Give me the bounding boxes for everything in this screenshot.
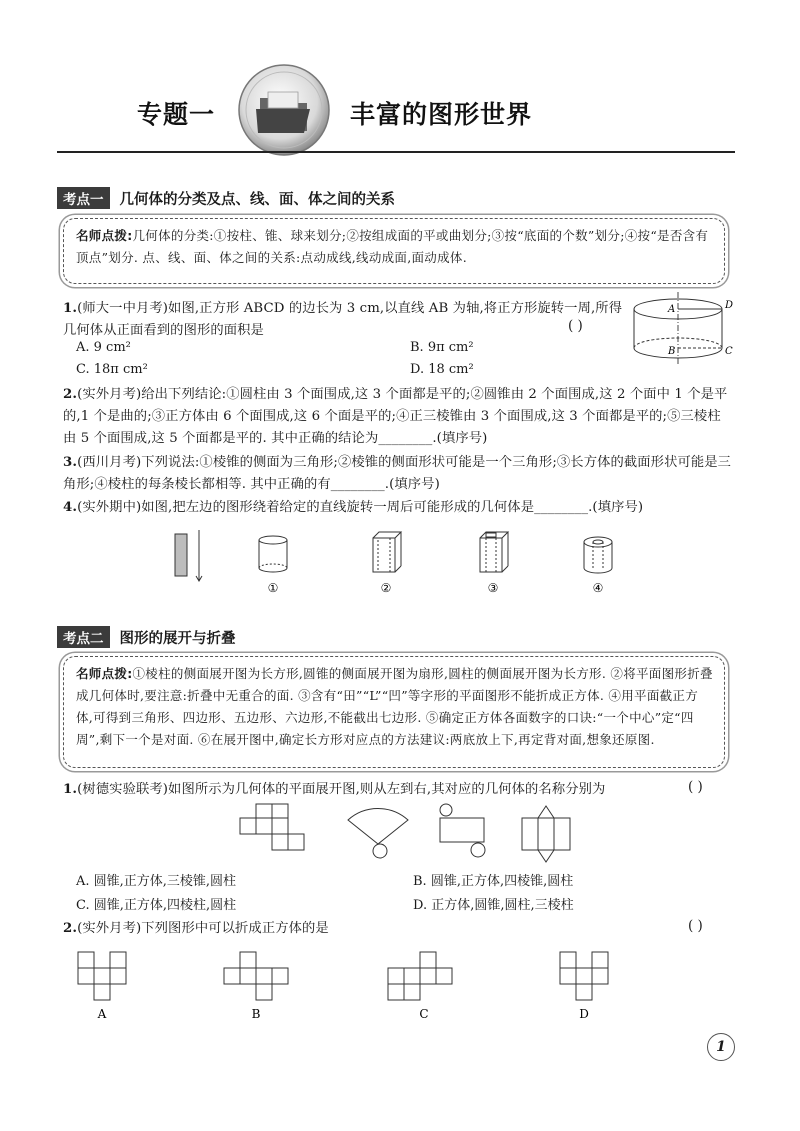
cube-net-c: [388, 952, 452, 1000]
cube-net-a: [78, 952, 126, 1000]
tip-label: 名师点拨:: [76, 666, 133, 681]
section1-heading: [57, 187, 395, 209]
section2-title: 图形的展开与折叠: [119, 630, 236, 647]
option-b: B. 圆锥,正方体,四棱锥,圆柱: [413, 874, 574, 889]
solid-4-hollow-cylinder: [584, 537, 612, 573]
section1-title: 几何体的分类及点、线、面、体之间的关系: [119, 191, 395, 208]
solid-1-cylinder: [259, 536, 287, 572]
cube-net-d: [560, 952, 608, 1000]
option-a: A. 圆锥,正方体,三棱锥,圆柱: [76, 874, 237, 889]
label-a: A: [668, 304, 676, 315]
option-b: B. 9π cm²: [410, 340, 474, 355]
net-cylinder: [440, 804, 485, 857]
rotation-source-shape: [175, 530, 202, 581]
net-cone: [348, 809, 408, 858]
question-text: (实外月考)下列图形中可以折成正方体的是: [77, 921, 329, 936]
s2-q1: [63, 779, 663, 801]
option-d: D. 正方体,圆锥,圆柱,三棱柱: [413, 898, 574, 913]
label-d: D: [725, 300, 734, 311]
rotation-figures: [170, 528, 630, 600]
cube-net-label-a: A: [97, 1007, 107, 1021]
cylinder-figure: [628, 292, 738, 364]
s2-q2: [63, 918, 663, 940]
section1-tipbox: [63, 218, 725, 284]
question-number: 2.: [63, 387, 78, 402]
section2-tag: 考点二: [57, 626, 110, 648]
net-prism: [522, 806, 570, 862]
answer-paren: ( ): [688, 918, 703, 934]
folder-icon: [236, 62, 332, 158]
solid-label-4: ④: [592, 581, 604, 595]
cube-net-label-b: B: [251, 1007, 261, 1021]
question-text: (西川月考)下列说法:①棱锥的侧面为三角形;②棱锥的侧面形状可能是一个三角形;③长方体的截面形状可能是三角形;④棱柱的每条棱长都相等. 其中正确的有________.(填序号): [63, 455, 732, 492]
net-cube: [240, 804, 304, 850]
tip-text: ①棱柱的侧面展开图为长方形,圆锥的侧面展开图为扇形,圆柱的侧面展开图为长方形. ②将平面图形折叠成几何体时,要注意:折叠中无重合的面. ③含有“田”“L”“凹”等字形的平面图形不能折成正方体. ④用平面截正方体,可得到三角形、四边形、五边形、六边形,不能截出七边形. ⑤确定正方体各面数字的口诀:“一个中心”定“四周”,剩下一个是对面. ⑥在展开图中,确定长方形对应点的方法建议:两底放上下,再定背对面,想象还原图.: [76, 666, 713, 747]
question-number: 1.: [63, 301, 78, 316]
cube-net-b: [224, 952, 288, 1000]
chapter-title-right: 丰富的图形世界: [350, 100, 533, 129]
page-number: 1: [707, 1033, 735, 1061]
s1-q1: [63, 298, 628, 342]
question-number: 4.: [63, 500, 78, 515]
solid-label-1: ①: [267, 581, 279, 595]
question-text: (树德实验联考)如图所示为几何体的平面展开图,则从左到右,其对应的几何体的名称分别为: [77, 782, 606, 797]
section1-tag: 考点一: [57, 187, 110, 209]
solid-2-box: [373, 532, 401, 572]
section2-heading: [57, 626, 236, 648]
s1-q3: [63, 452, 733, 496]
net-figures: [240, 804, 580, 866]
cube-net-label-c: C: [419, 1007, 429, 1021]
label-c: C: [725, 346, 733, 357]
question-text: (实外月考)给出下列结论:①圆柱由 3 个面围成,这 3 个面都是平的;②圆锥由 2 个面围成,这 2 个面中 1 个是平的,1 个是曲的;③正方体由 6 个面围成,这 6 个面是平的;④正三棱锥由 3 个面围成,这 3 个面都是平的;⑤三棱柱由 5 个面围成,这 5 个面都是平的. 其中正确的结论为________.(填序号): [63, 387, 728, 446]
tip-label: 名师点拨:: [76, 228, 133, 243]
answer-paren: ( ): [568, 318, 583, 334]
section2-tipbox: [63, 656, 725, 768]
header-rule: [57, 151, 735, 153]
solid-3-box: [480, 532, 508, 572]
option-a: A. 9 cm²: [76, 340, 131, 355]
tip-text: 几何体的分类:①按柱、锥、球来划分;②按组成面的平或曲划分;③按“底面的个数”划分;④按“是否含有顶点”划分. 点、线、面、体之间的关系:点动成线,线动成面,面动成体.: [76, 228, 709, 265]
s1-q2: [63, 384, 733, 450]
solid-label-2: ②: [380, 581, 392, 595]
question-text: (师大一中月考)如图,正方形 ABCD 的边长为 3 cm,以直线 AB 为轴,将正方形旋转一周,所得几何体从正面看到的图形的面积是: [63, 301, 623, 338]
question-number: 2.: [63, 921, 78, 936]
question-number: 1.: [63, 782, 78, 797]
s1-q4: [63, 497, 733, 519]
label-b: B: [668, 346, 676, 357]
answer-paren: ( ): [688, 779, 703, 795]
option-c: C. 18π cm²: [76, 362, 148, 377]
cube-net-options: [70, 948, 630, 1024]
option-c: C. 圆锥,正方体,四棱柱,圆柱: [76, 898, 237, 913]
question-text: (实外期中)如图,把左边的图形绕着给定的直线旋转一周后可能形成的几何体是________.(填序号): [77, 500, 644, 515]
question-number: 3.: [63, 455, 78, 470]
chapter-title-left: 专题一: [137, 100, 216, 129]
cube-net-label-d: D: [579, 1007, 589, 1021]
solid-label-3: ③: [487, 581, 499, 595]
option-d: D. 18 cm²: [410, 362, 474, 377]
